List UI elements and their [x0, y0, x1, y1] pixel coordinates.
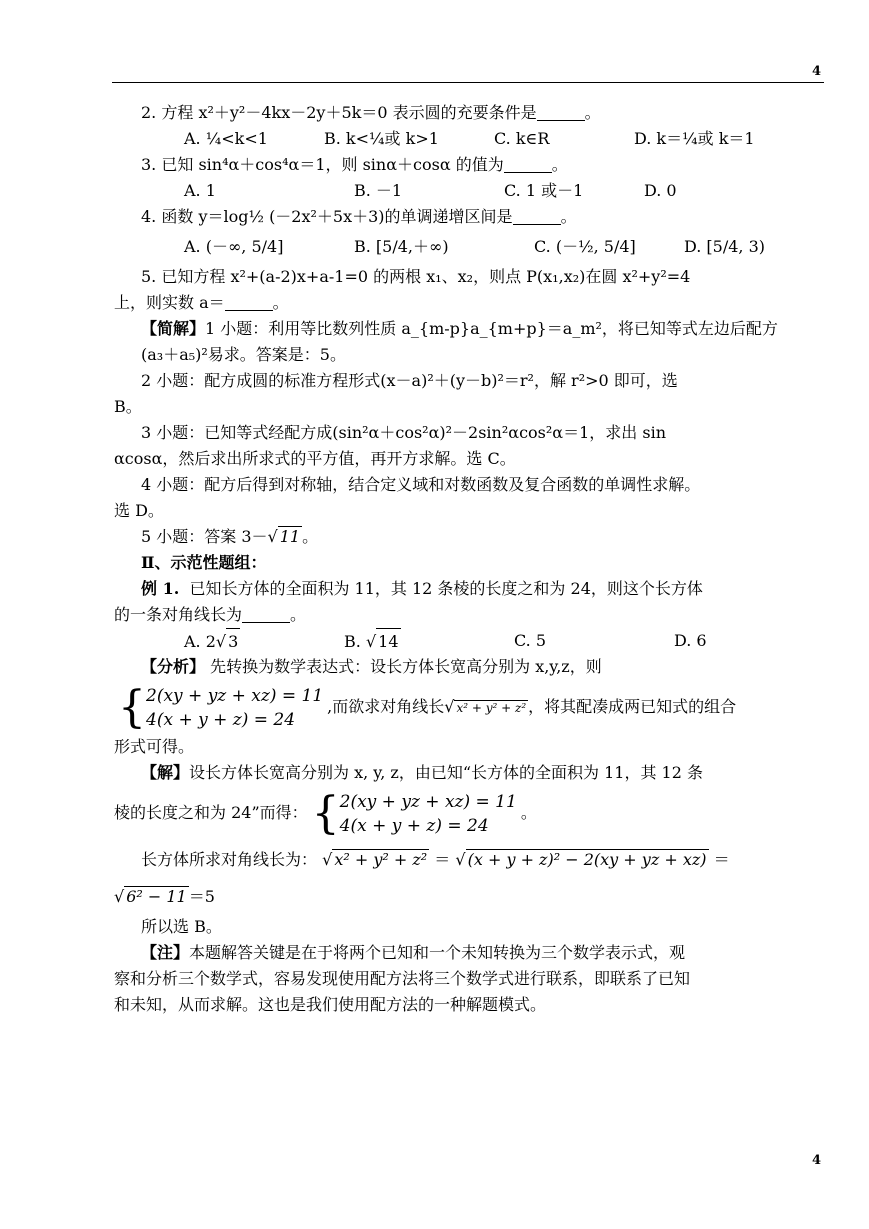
question-4-stem: 4. 函数 y＝log½ (－2x²＋5x＋3)的单调递增区间是 。 — [141, 207, 577, 226]
brief-solution-1a: 【简解】1 小题：利用等比数列性质 a_{m-p}a_{m+p}＝a_m²，将已知等式左边后配方 — [141, 319, 778, 338]
question-5-line2: 上，则实数 a＝ 。 — [114, 293, 289, 312]
example-1-options — [114, 628, 824, 654]
note-line3: 和未知，从而求解。这也是我们使用配方法的一种解题模式。 — [114, 995, 547, 1014]
option-a: A. 2√ 3 — [184, 628, 344, 654]
note-line2: 察和分析三个数学式，容易发现使用配方法将三个数学式进行联系，即联系了已知 — [114, 969, 691, 988]
brief-solution-2b: B。 — [114, 397, 142, 416]
brief-solution-4a: 4 小题：配方后得到对称轴，结合定义域和对数函数及复合函数的单调性求解。 — [141, 475, 701, 494]
sqrt-icon: √ — [114, 887, 125, 906]
solution-line1: 【解】设长方体长宽高分别为 x, y, z，由已知“长方体的全面积为 11，其 12 条 — [141, 763, 703, 782]
option-d: D. k＝¼或 k＝1 — [634, 129, 755, 148]
answer-blank — [513, 208, 561, 225]
solution-result: √ 6² − 11 ＝5 — [114, 887, 215, 906]
sqrt-icon: √ — [322, 850, 333, 869]
equation-system: { 2(xy + yz + xz) = 11 4(x + y + z) = 24 — [118, 681, 324, 733]
question-2-options — [114, 126, 824, 152]
left-brace-icon: { — [118, 681, 146, 733]
option-d: D. [5/4, 3) — [684, 237, 766, 256]
option-d: D. 6 — [674, 631, 707, 650]
option-a: A. 1 — [184, 181, 216, 200]
solution-diagonal: 长方体所求对角线长为： √ x² + y² + z² ＝ √ (x + y + z)² − 2(xy + yz + xz) ＝ — [141, 850, 730, 869]
analysis-system: { 2(xy + yz + xz) = 11 4(x + y + z) = 24 ,而欲求对角线长√ x² + y² + z² ，将其配凑成两已知式的组合 — [118, 681, 737, 733]
analysis-line3: 形式可得。 — [114, 737, 195, 756]
solution-line2: 棱的长度之和为 24”而得： { 2(xy + yz + xz) = 11 4(x + y + z) = 24 。 — [114, 787, 537, 839]
brief-solution-2a: 2 小题：配方成圆的标准方程形式(x－a)²＋(y－b)²＝r²，解 r²>0 即可，选 — [141, 371, 678, 390]
option-b: B. √ 14 — [344, 628, 514, 654]
sqrt-icon: √ — [267, 527, 278, 546]
option-d: D. 0 — [644, 181, 677, 200]
option-c: C. k∈R — [494, 129, 550, 148]
brief-solution-3a: 3 小题：已知等式经配方成(sin²α＋cos²α)²－2sin²αcos²α＝1，求出 sin — [141, 423, 666, 442]
question-3-stem: 3. 已知 sin⁴α＋cos⁴α＝1，则 sinα＋cosα 的值为 。 — [141, 155, 568, 174]
example-1-line2: 的一条对角线长为 。 — [114, 605, 307, 624]
note-line1: 【注】本题解答关键是在于将两个已知和一个未知转换为三个数学表示式，观 — [141, 943, 686, 962]
section-2-title: Ⅱ、示范性题组： — [141, 553, 267, 572]
analysis-line1: 【分析】 先转换为数学表达式：设长方体长宽高分别为 x,y,z，则 — [141, 657, 602, 676]
option-b: B. [5/4,＋∞) — [354, 237, 449, 256]
question-4-options — [114, 230, 824, 264]
brief-solution-4b: 选 D。 — [114, 501, 164, 520]
question-2-stem: 2. 方程 x²＋y²－4kx－2y＋5k＝0 表示圆的充要条件是 。 — [141, 103, 601, 122]
answer-blank — [242, 606, 290, 623]
option-c: C. (－½, 5/4] — [534, 237, 636, 256]
equation-system: { 2(xy + yz + xz) = 11 4(x + y + z) = 24 — [311, 787, 517, 839]
left-brace-icon: { — [311, 787, 340, 839]
sqrt-icon: √ — [455, 850, 466, 869]
option-a: A. ¼<k<1 — [184, 129, 268, 148]
page-number-top: 4 — [811, 64, 821, 79]
solution-choice: 所以选 B。 — [141, 917, 222, 936]
question-3-options — [114, 178, 824, 204]
sqrt-icon: √ — [365, 632, 377, 651]
answer-blank — [225, 294, 273, 311]
option-b: B. －1 — [354, 181, 403, 200]
answer-blank — [537, 104, 585, 121]
option-c: C. 1 或－1 — [504, 181, 584, 200]
page-number-bottom: 4 — [811, 1153, 821, 1168]
brief-solution-5: 5 小题：答案 3－√ 11 。 — [141, 527, 319, 546]
example-1-line1: 例 1. 已知长方体的全面积为 11，其 12 条棱的长度之和为 24，则这个长方体 — [141, 579, 703, 598]
option-c: C. 5 — [514, 631, 547, 650]
answer-blank — [504, 156, 552, 173]
option-b: B. k<¼或 k>1 — [324, 129, 439, 148]
brief-solution-3b: αcosα，然后求出所求式的平方值，再开方求解。选 C。 — [114, 449, 516, 468]
question-5-line1: 5. 已知方程 x²+(a-2)x+a-1=0 的两根 x₁、x₂，则点 P(x₁,x₂)在圆 x²+y²=4 — [141, 267, 691, 286]
header-rule — [112, 82, 824, 83]
brief-solution-1b: (a₃＋a₅)²易求。答案是：5。 — [141, 345, 346, 364]
sqrt-icon: √ — [215, 632, 227, 651]
sqrt-icon: √ — [444, 697, 455, 716]
document-body — [114, 100, 824, 1018]
option-a: A. (－∞, 5/4] — [184, 237, 284, 256]
